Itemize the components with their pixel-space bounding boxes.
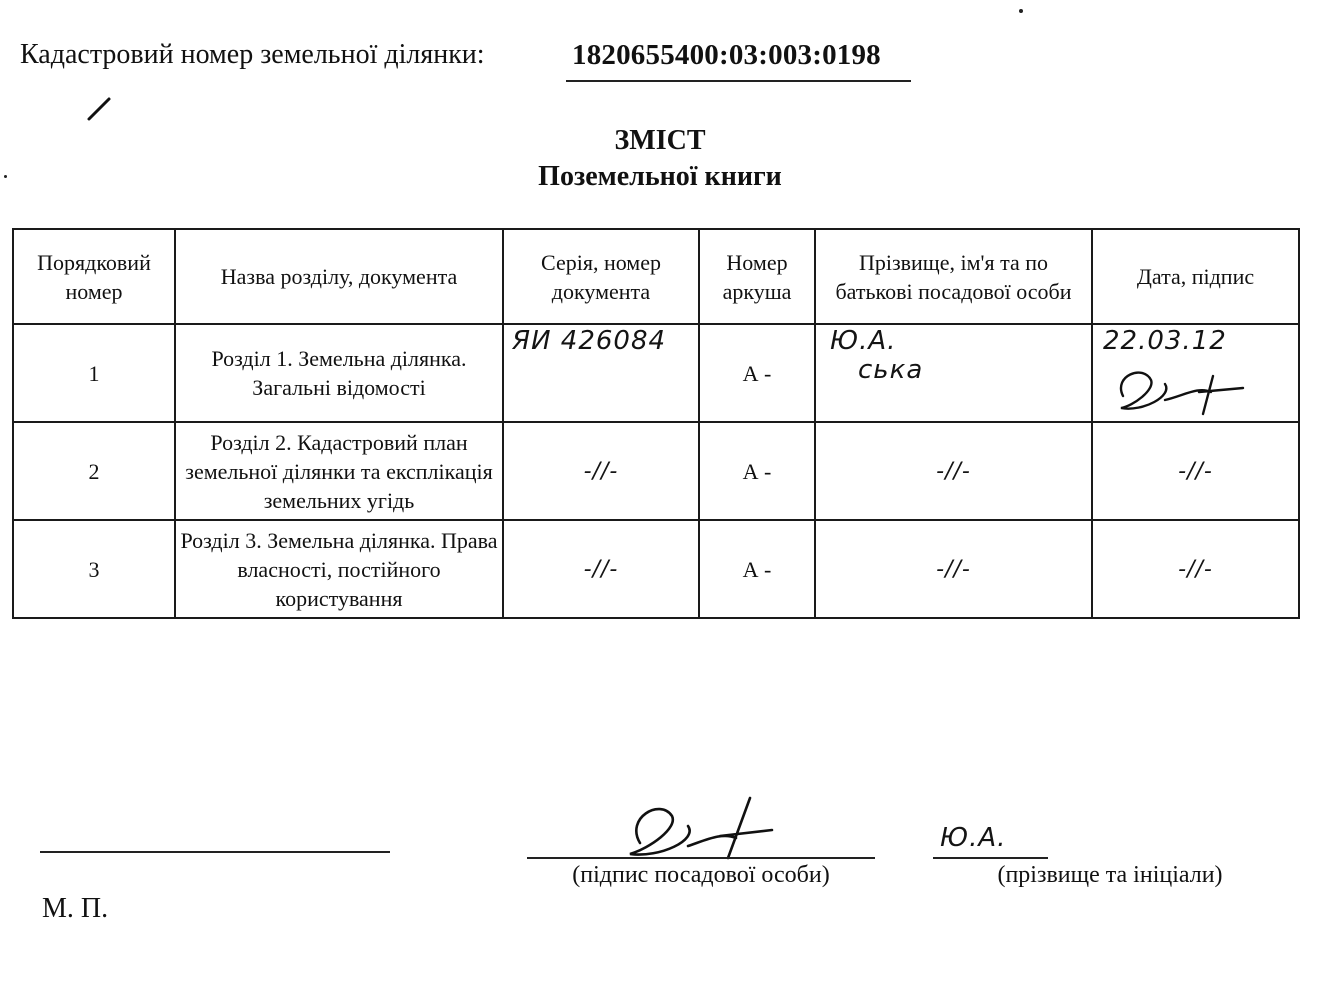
date-handwritten: 22.03.12	[1103, 326, 1227, 356]
signature-icon	[1103, 356, 1253, 418]
column-header-document: Серія, номер документа	[503, 229, 699, 324]
section-name: Розділ 3. Земельна ділянка. Права власності, постійного користування	[175, 520, 503, 618]
document-number	[503, 422, 699, 520]
sheet-number: А -	[699, 520, 815, 618]
ditto-mark: -//-	[936, 557, 971, 582]
table-header-row	[13, 229, 1299, 324]
official-surname-handwritten: ська	[858, 355, 924, 385]
stamp-signature-line	[40, 851, 390, 853]
section-name: Розділ 1. Земельна ділянка. Загальні відомості	[175, 324, 503, 422]
ditto-mark: -//-	[583, 459, 619, 484]
column-header-name: Назва розділу, документа	[175, 229, 503, 324]
sheet-number: А -	[699, 422, 815, 520]
document-number-handwritten: ЯИ 426084	[512, 326, 667, 356]
official-initials-handwritten: Ю.А.	[830, 326, 897, 356]
sheet-number: А -	[699, 324, 815, 422]
document-number	[503, 520, 699, 618]
document-title: ЗМІСТ	[614, 125, 706, 156]
official-name	[815, 422, 1092, 520]
official-name-caption: (прізвище та ініціали)	[997, 862, 1223, 888]
date-signature	[1092, 422, 1299, 520]
row-number: 2	[13, 422, 175, 520]
column-header-official: Прізвище, ім'я та по батькові посадової особи	[815, 229, 1092, 324]
ditto-mark: -//-	[1178, 459, 1213, 484]
official-name	[815, 324, 1092, 422]
official-signature-icon	[610, 788, 780, 863]
table-row	[13, 520, 1299, 618]
official-signature-line	[527, 857, 875, 859]
cadastral-number-value: 1820655400:03:003:0198	[572, 39, 881, 71]
pen-mark	[85, 95, 115, 123]
document-number	[503, 324, 699, 422]
table-row	[13, 324, 1299, 422]
section-name: Розділ 2. Кадастровий план земельної ділянки та експлікація земельних угідь	[175, 422, 503, 520]
document-subtitle: Поземельної книги	[538, 161, 782, 192]
column-header-number: Порядковий номер	[13, 229, 175, 324]
date-signature	[1092, 520, 1299, 618]
official-signature-caption: (підпис посадової особи)	[572, 862, 830, 888]
contents-table	[12, 228, 1300, 619]
table-row	[13, 422, 1299, 520]
official-name-line	[933, 857, 1048, 859]
date-signature	[1092, 324, 1299, 422]
stamp-label: М. П.	[42, 893, 109, 924]
row-number: 1	[13, 324, 175, 422]
official-initials-handwritten: Ю.А.	[940, 823, 1007, 853]
ditto-mark: -//-	[1178, 557, 1213, 582]
row-number: 3	[13, 520, 175, 618]
cadastral-number-underline	[566, 80, 911, 82]
ditto-mark: -//-	[936, 459, 971, 484]
ditto-mark: -//-	[583, 557, 619, 582]
official-name	[815, 520, 1092, 618]
column-header-date: Дата, підпис	[1092, 229, 1299, 324]
column-header-sheet: Номер аркуша	[699, 229, 815, 324]
cadastral-number-label: Кадастровий номер земельної ділянки:	[20, 39, 485, 70]
scan-dot	[1019, 9, 1023, 13]
